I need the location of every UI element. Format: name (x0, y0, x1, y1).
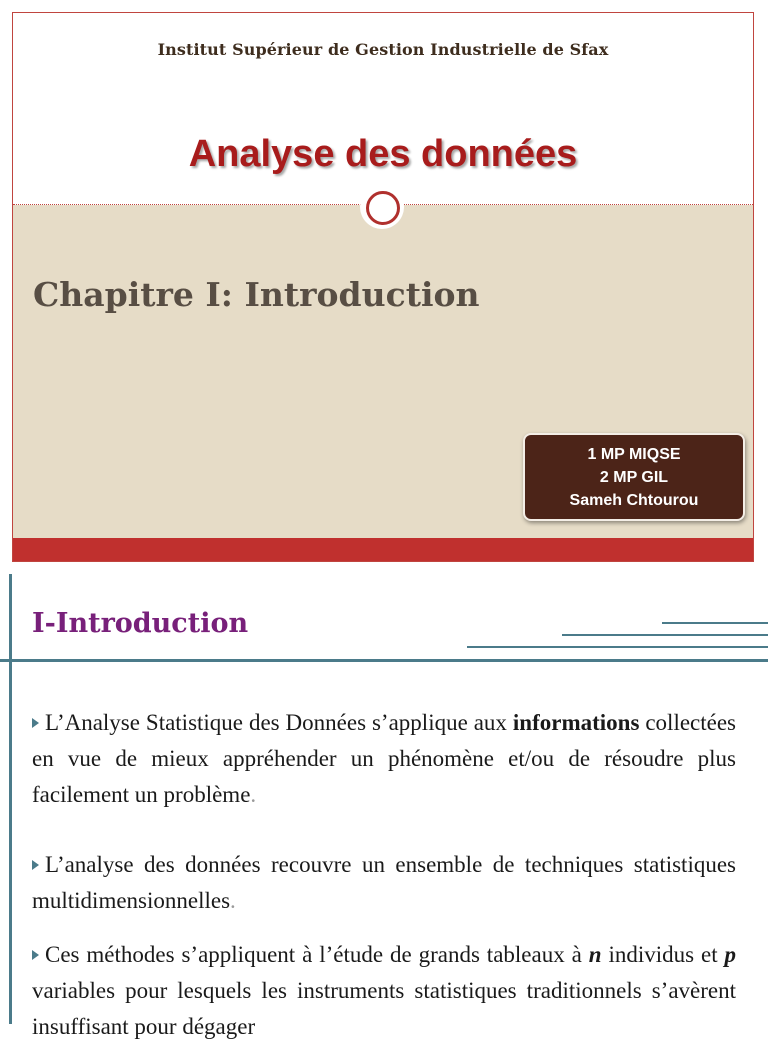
triangle-bullet-icon (32, 950, 39, 960)
course-info-box (523, 433, 745, 521)
ring-ornament-icon (360, 185, 404, 229)
paragraph-2: L’analyse des données recouvre un ensemble de techniques statistiques multidimensionnelles. (32, 852, 736, 913)
triangle-bullet-icon (32, 860, 39, 870)
info-line-class2: 2 MP GIL (599, 468, 669, 486)
header-horizontal-rule (0, 659, 768, 662)
info-line-author: Sameh Chtourou (569, 491, 699, 509)
paragraph-3: Ces méthodes s’appliquent à l’étude de grands tableaux à n individus et p variables pour lesquels les instruments statistiques traditionnels s’avèrent insuffisant pour dégager (32, 942, 737, 1039)
triangle-bullet-icon (32, 718, 39, 728)
section-title: I-Introduction (32, 608, 249, 639)
presentation-title: Analyse des données (188, 133, 578, 175)
decorative-line (662, 622, 768, 624)
decorative-line (467, 646, 768, 648)
institute-name: Institut Supérieur de Gestion Industrielle de Sfax (157, 40, 609, 59)
title-slide (12, 12, 754, 562)
decorative-line (562, 634, 768, 636)
footer-band (13, 538, 753, 562)
chapter-heading: Chapitre I: Introduction (33, 275, 480, 314)
info-line-class1: 1 MP MIQSE (587, 445, 681, 463)
paragraph-1: L’Analyse Statistique des Données s’applique aux informations collectées en vue de mieux appréhender un phénomène et/ou de résoudre plus facilement un problème. (32, 710, 737, 807)
left-vertical-rule (9, 574, 12, 1024)
